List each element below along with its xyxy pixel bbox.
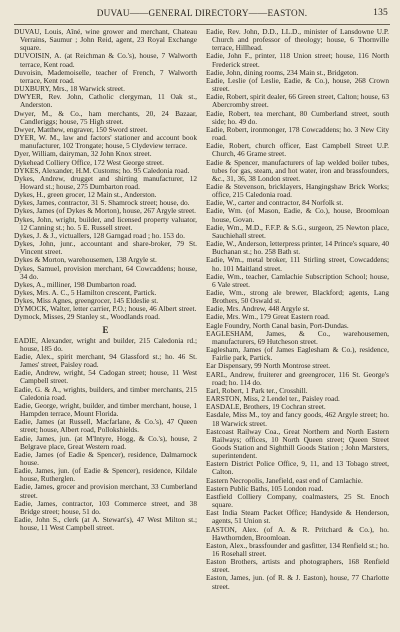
directory-entry: EARSTON, Miss, 2 Lendel ter., Paisley road.: [206, 394, 340, 404]
directory-columns: [14, 28, 390, 591]
directory-entry: Eadie, Wm., metal broker, 111 Stirling street, Cowcaddens; ho. 101 Maitland street.: [206, 255, 389, 273]
running-head: [14, 8, 390, 22]
directory-entry: East India Steam Packet Office; Handyside & Henderson, agents, 51 Union st.: [206, 508, 389, 526]
directory-entry: Eagle Foundry, North Canal basin, Port-Dundas.: [206, 320, 349, 330]
directory-entry: Dykes, Mrs. A. C., 5 Hamilton crescent, Partick.: [14, 288, 157, 297]
directory-entry: EAGLESHAM, James, & Co., warehousemen, manufacturers, 69 Hutcheson street.: [206, 328, 389, 346]
directory-entry: Eadie, John, dining rooms, 234 Main st., Bridgeton.: [206, 67, 359, 77]
directory-entry: DYMOCK, Walter, letter carrier, P.O.; house, 46 Albert street.: [14, 304, 197, 314]
directory-entry: Eadie, Robert, tea merchant, 80 Cumberland street, south side; ho. 49 do.: [206, 108, 389, 126]
directory-entry: Eadie, James (of Eadie & Spencer), residence, Dalmarnock house.: [14, 449, 197, 467]
page-title: DUVAU——GENERAL DIRECTORY——EASTON.: [96, 8, 308, 18]
directory-entry: Easdale, Miss M., toy and fancy goods, 462 Argyle street; ho. 18 Warwick street.: [206, 410, 389, 428]
directory-entry: Dykehead Colliery Office, 172 West George street.: [14, 157, 164, 167]
directory-entry: Eadie, G. & A., wrights, builders, and timber merchants, 215 Caledonia road.: [14, 384, 197, 402]
directory-entry: EASTON, Alex. (of A. & R. Pritchard & Co.), ho. Hawthornden, Broomloan.: [206, 524, 389, 542]
directory-entry: Eadie, Wm., M.D., F.F.P. & S.G., surgeon, 25 Newton place, Sauchiehall street.: [206, 222, 389, 240]
directory-entry: Eadie, James, jun. (of Eadie & Spencer), residence, Kildale house, Rutherglen.: [14, 466, 197, 484]
directory-entry: DYKES, Alexander, H.M. Customs; ho. 95 Caledonia road.: [14, 165, 190, 175]
directory-entry: Eastfield Colliery Company, coalmasters, 25 St. Enoch square.: [206, 491, 389, 510]
directory-entry: Eadie & Stevenson, bricklayers, Hangingshaw Brick Works; office, 215 Caledonia road.: [206, 181, 389, 200]
directory-entry: Eadie, Rev. John, D.D., LL.D., minister of Lansdowne U.P. Church and professor of theology; house, 6 Thornville terrace, Hillhead.: [206, 27, 389, 53]
directory-entry: Easton, Alex., brassfounder and gasfitter, 134 Renfield st.; ho. 16 Rosehall street.: [206, 540, 389, 558]
directory-entry: EASDALE, Brothers, 19 Cochran street.: [206, 402, 326, 412]
directory-entry: Eadie, W., Anderson, letterpress printer, 14 Prince's square, 40 Buchanan st.; ho. 258 Bath st.: [206, 239, 389, 257]
directory-entry: Eadie, Mrs. Wm., 179 Great Eastern road.: [206, 312, 330, 322]
directory-entry: Dykes, Samuel, provision merchant, 64 Cowcaddens; house, 34 do.: [14, 263, 197, 281]
directory-entry: Eadie, Alex., spirit merchant, 94 Glassford st.; ho. 46 St. James' street, Paisley road.: [14, 351, 197, 370]
directory-entry: Easton Brothers, artists and photographers, 168 Renfield street.: [206, 557, 389, 575]
directory-entry: DWYER, Rev. John, Catholic clergyman, 11 Oak st., Anderston.: [14, 92, 197, 110]
directory-entry: Eadie, George, wright, builder, and timber merchant, house, 1 Hampden terrace, Mount Florida.: [14, 400, 197, 419]
directory-entry: Eastcoast Railway Coa., Great Northern and North Eastern Railways; offices, 10 North Queen street; Queen Street Goods Station and Sighthill Goods Station ; John Marsters, superintendent.: [206, 426, 389, 461]
directory-entry: EADIE, Alexander, wright and builder, 215 Caledonia rd.; house, 185 do.: [14, 335, 197, 353]
directory-entry: Dykes, James (of Dykes & Morton), house, 267 Argyle street.: [14, 206, 197, 216]
directory-entry: Eadie, James (at Russell, Macfarlane, & Co.'s), 47 Queen street; house, Albert road, Pollokshields.: [14, 417, 197, 435]
directory-entry: Eastern Necropolis, Janefield, east end of Camlachie.: [206, 475, 363, 485]
directory-entry: Ear Dispensary, 99 North Montrose street.: [206, 361, 331, 371]
directory-entry: Eadie, Wm. (of Mason, Eadie, & Co.), house, Broomloan house, Govan.: [206, 206, 389, 224]
directory-entry: Eadie, Robert, church officer, East Campbell Street U.P. Church, 46 Grame street.: [206, 141, 389, 159]
directory-entry: EARL, Andrew, fruiterer and greengrocer, 116 St. George's road; ho. 114 do.: [206, 369, 389, 387]
directory-entry: Eadie, James, jun. (at M'Intyre, Hogg, & Co.'s), house, 2 Belgrave place, Great Western road.: [14, 433, 197, 451]
directory-entry: Dwyer, M., & Co., ham merchants, 20, 24 Bazaar, Candleriggs; house, 75 High street.: [14, 108, 197, 126]
directory-entry: Dykes, John, wright, builder, and licensed property valuator, 12 Canning st.; ho. 5 E. Russell street.: [14, 214, 197, 232]
directory-entry: Eadie, John F., printer, 118 Union street; house, 116 North Frederick street.: [206, 51, 389, 69]
directory-entry: Eadie & Spencer, manufacturers of lap welded boiler tubes, tubes for gas, steam, and hot water, iron and brassfounders, &c., 31, 36, 38 London street.: [206, 157, 389, 183]
directory-entry: Eaglesham, James (of James Eaglesham & Co.), residence, Fairlie park, Partick.: [206, 345, 389, 363]
section-letter: E: [102, 324, 109, 335]
directory-entry: Eadie, James, contractor, 103 Commerce street, and 38 Bridge street; house, 51 do.: [14, 498, 197, 516]
directory-entry: Dymock, Misses, 29 Stanley st., Woodlands road.: [14, 312, 160, 322]
directory-entry: Eadie, W., carter and contractor, 84 Norfolk st.: [206, 198, 344, 208]
directory-entry: Easton, James, jun. (of R. & J. Easton), house, 77 Charlotte street.: [206, 573, 389, 591]
directory-entry: Dykes, J. & J., victuallers, 128 Garngad road ; ho. 153 do.: [14, 230, 185, 240]
directory-entry: DYER, W. M., law and factors' stationer and account book manufacturer, 102 Trongate; house, 5 Clydeview terrace.: [14, 133, 197, 151]
directory-entry: Duvoisin, Mademoiselle, teacher of French, 7 Walworth terrace, Kent road.: [14, 67, 197, 85]
directory-entry: Eadie, Leslie (of Leslie, Eadie, & Co.), house, 268 Crown street.: [206, 75, 389, 94]
directory-entry: Earl, Robert, 1 Park ter., Crosshill.: [206, 385, 308, 395]
directory-entry: Dykes, John, junr., accountant and share-broker, 79 St. Vincent street.: [14, 239, 197, 257]
directory-entry: Dykes & Morton, warehousemen, 138 Argyle st.: [14, 255, 157, 265]
directory-entry: Dykes, James, contractor, 31 S. Shamrock street; house, do.: [14, 198, 190, 208]
directory-entry: Eadie, Wm., teacher, Camlachie Subscription School; house, 6 Vale street.: [206, 271, 389, 289]
directory-entry: Dwyer, Matthew, engraver, 150 Sword street.: [14, 124, 148, 134]
directory-entry: DUVOISIN, A. (at Reichman & Co.'s), house, 7 Walworth terrace, Kent road.: [14, 51, 197, 69]
directory-entry: Eadie, Mrs. Andrew, 448 Argyle st.: [206, 304, 310, 314]
page-number: 135: [373, 8, 388, 18]
right-column: [206, 28, 389, 591]
directory-entry: Dykes, Andrew, drugget and shirting manufacturer, 12 Howard st.; house, 275 Dumbarton road.: [14, 173, 197, 191]
directory-entry: Dyer, William, dairyman, 32 John Knox street.: [14, 149, 152, 159]
directory-entry: Dykes, H., green grocer, 12 Main st., Anderston.: [14, 190, 157, 200]
directory-entry: Dykes, A., milliner, 198 Dumbarton road.: [14, 279, 137, 289]
directory-entry: Eadie, Wm., strong ale brewer, Blackford; agents, Lang Brothers, 50 Oswald st.: [206, 288, 389, 306]
header-rule: [14, 24, 390, 25]
directory-entry: Eadie, John S., clerk (at A. Stewart's), 47 West Milton st.; house, 11 West Campbell street.: [14, 515, 197, 533]
directory-entry: Eastern District Police Office, 9, 11, and 13 Tobago street, Calton.: [206, 459, 389, 477]
directory-entry: Dykes, Miss Agnes, greengrocer, 145 Eldeslie st.: [14, 296, 159, 306]
directory-entry: Eastern Public Baths, 105 London road.: [206, 483, 324, 493]
directory-entry: Eadie, Robert, spirit dealer, 66 Green street, Calton; house, 63 Abercromby street.: [206, 92, 389, 110]
left-column: [14, 28, 197, 591]
directory-entry: DUXBURY, Mrs., 18 Warwick street.: [14, 84, 125, 94]
directory-entry: DUVAU, Louis, Aîné, wine grower and merchant, Chateau Verrains, Saumur ; John Reid, agent, 23 Royal Exchange square.: [14, 27, 197, 53]
directory-entry: Eadie, Robert, ironmonger, 178 Cowcaddens; ho. 3 New City road.: [206, 124, 389, 143]
directory-entry: Eadie, Andrew, wright, 54 Cadogan street; house, 11 West Campbell street.: [14, 368, 197, 386]
directory-entry: Eadie, James, grocer and provision merchant, 33 Cumberland street.: [14, 482, 197, 500]
